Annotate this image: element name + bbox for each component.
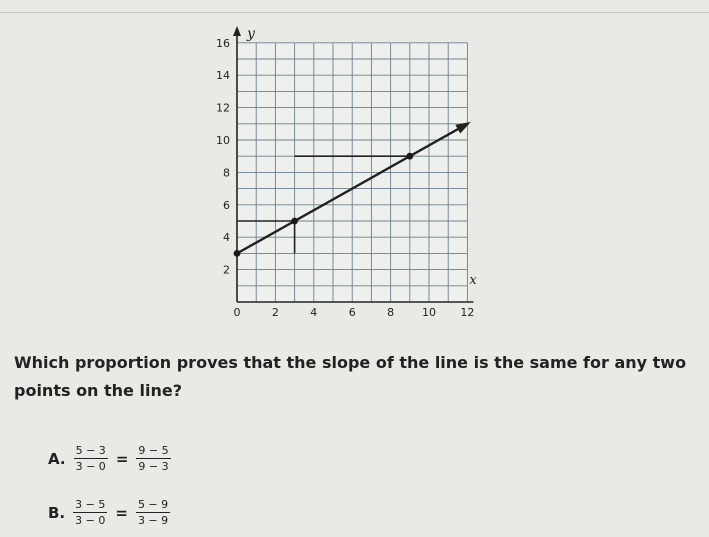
choice-a-letter: A.	[48, 449, 66, 468]
grid	[237, 43, 467, 302]
y-tick-label: 8	[223, 166, 230, 180]
x-tick-label: 2	[271, 306, 279, 319]
choice-b[interactable]	[48, 498, 170, 527]
choice-b-left-numerator: 3 − 5	[75, 498, 106, 511]
x-tick-label: 4	[310, 306, 318, 319]
choice-b-equals: =	[115, 503, 128, 522]
choice-b-letter: B.	[48, 503, 66, 522]
y-tick-label: 14	[216, 69, 230, 83]
choice-a-right-denominator: 9 − 3	[138, 460, 169, 473]
y-tick-label: 12	[216, 101, 230, 115]
y-axis-label: y	[247, 26, 255, 42]
y-tick-label: 6	[223, 198, 230, 212]
data-point	[406, 153, 413, 160]
choice-b-right-numerator: 5 − 9	[137, 498, 169, 511]
choice-a-left-denominator: 3 − 0	[75, 460, 106, 473]
y-axis-arrow	[233, 26, 241, 36]
choice-a[interactable]	[48, 444, 171, 473]
question-text: Which proportion proves that the slope of the line is the same for any two points on the line?	[14, 353, 687, 400]
y-tick-label: 10	[216, 134, 230, 147]
data-point	[234, 250, 241, 257]
x-tick-label: 10	[422, 306, 436, 319]
choice-b-left-denominator: 3 − 0	[75, 514, 106, 527]
choice-b-right-denominator: 3 − 9	[137, 514, 169, 527]
y-tick-label: 16	[216, 36, 230, 50]
choice-a-right-numerator: 9 − 5	[138, 444, 169, 457]
y-tick-label: 2	[223, 263, 230, 277]
x-axis-label: x	[469, 273, 477, 289]
y-tick-label: 4	[223, 231, 230, 245]
x-tick-label: 0	[233, 306, 241, 319]
x-tick-label: 6	[348, 306, 356, 319]
choice-a-equals: =	[115, 449, 129, 468]
choice-b-left-fraction	[73, 498, 107, 527]
choice-a-left-numerator: 5 − 3	[75, 444, 106, 457]
choice-b-right-fraction	[136, 498, 170, 527]
choice-a-right-fraction	[136, 444, 170, 473]
x-tick-label: 12	[460, 306, 475, 319]
choice-a-left-fraction	[74, 444, 108, 473]
x-tick-label: 8	[387, 306, 395, 319]
data-point	[291, 218, 298, 225]
